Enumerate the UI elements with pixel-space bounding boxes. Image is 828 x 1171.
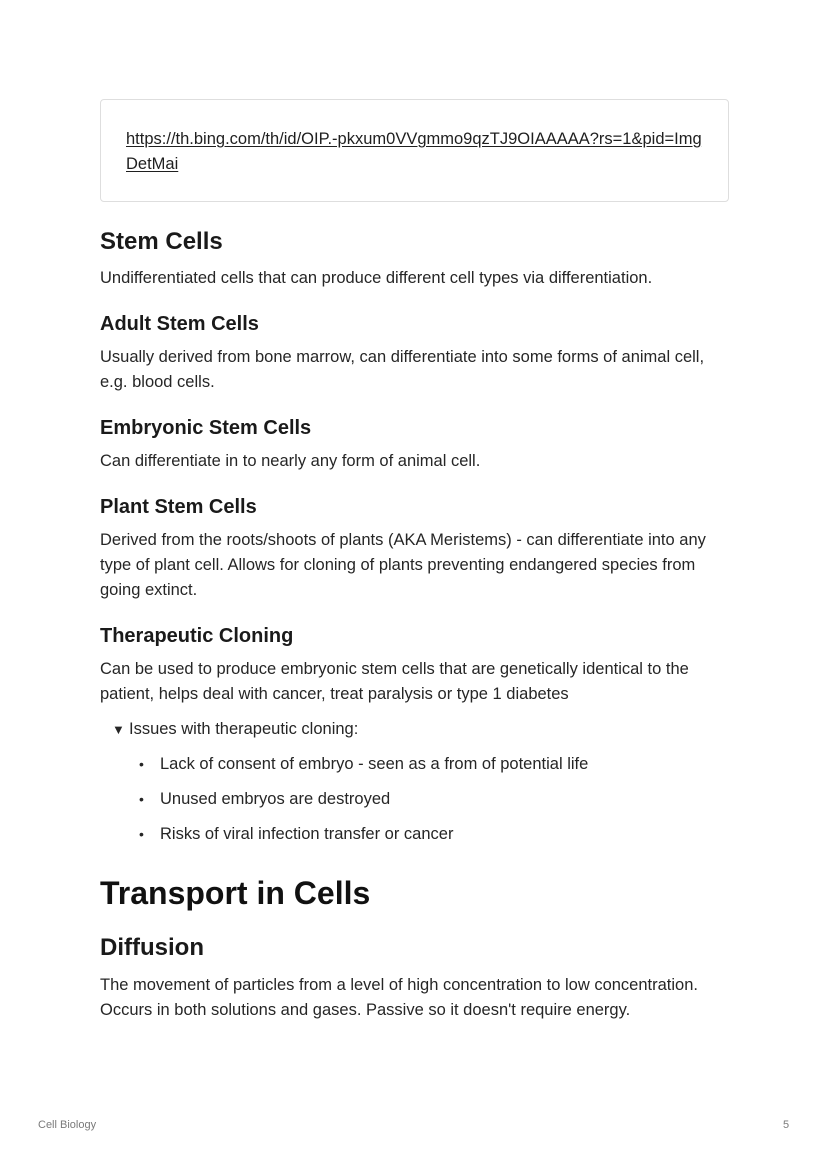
issues-toggle-label: Issues with therapeutic cloning: — [129, 720, 359, 738]
adult-stem-cells-text: Usually derived from bone marrow, can differentiate into some forms of animal cell, e.g. blood cells. — [100, 348, 705, 391]
list-item — [139, 822, 729, 847]
image-source-link[interactable]: https://th.bing.com/th/id/OIP.-pkxum0VVgmmo9qzTJ9OIAAAAA?rs=1&pid=ImgDetMai — [126, 130, 702, 173]
embryonic-stem-cells-text: Can differentiate in to nearly any form of animal cell. — [100, 452, 481, 470]
footer-page-number: 5 — [783, 1119, 790, 1131]
diffusion-text: The movement of particles from a level of high concentration to low concentration. Occurs in both solutions and gases. Passive so it doesn't require energy. — [100, 976, 698, 1019]
stem-cells-heading: Stem Cells — [100, 228, 223, 255]
list-item-text: Lack of consent of embryo - seen as a from of potential life — [160, 755, 589, 773]
list-item-text: Unused embryos are destroyed — [160, 790, 391, 808]
toggle-triangle-icon[interactable]: ▼ — [112, 722, 125, 737]
therapeutic-cloning-text: Can be used to produce embryonic stem cells that are genetically identical to the patient, helps deal with cancer, treat paralysis or type 1 diabetes — [100, 660, 689, 703]
issues-toggle[interactable] — [112, 717, 729, 742]
list-item — [139, 752, 729, 777]
issues-list — [139, 752, 729, 847]
plant-stem-cells-heading: Plant Stem Cells — [100, 496, 257, 518]
bullet-icon: • — [139, 791, 144, 807]
stem-cells-text: Undifferentiated cells that can produce different cell types via differentiation. — [100, 269, 653, 287]
embryonic-stem-cells-heading: Embryonic Stem Cells — [100, 417, 312, 439]
diffusion-heading: Diffusion — [100, 934, 204, 961]
adult-stem-cells-heading: Adult Stem Cells — [100, 313, 259, 335]
list-item-text: Risks of viral infection transfer or cancer — [160, 825, 454, 843]
therapeutic-cloning-heading: Therapeutic Cloning — [100, 625, 294, 647]
document-body — [100, 99, 729, 1023]
link-bookmark — [100, 99, 729, 202]
transport-in-cells-heading: Transport in Cells — [100, 875, 371, 911]
bullet-icon: • — [139, 826, 144, 842]
list-item — [139, 787, 729, 812]
footer-document-title: Cell Biology — [38, 1119, 97, 1131]
bullet-icon: • — [139, 756, 144, 772]
plant-stem-cells-text: Derived from the roots/shoots of plants (AKA Meristems) - can differentiate into any type of plant cell. Allows for cloning of plants preventing endangered species from going extinct. — [100, 531, 706, 599]
